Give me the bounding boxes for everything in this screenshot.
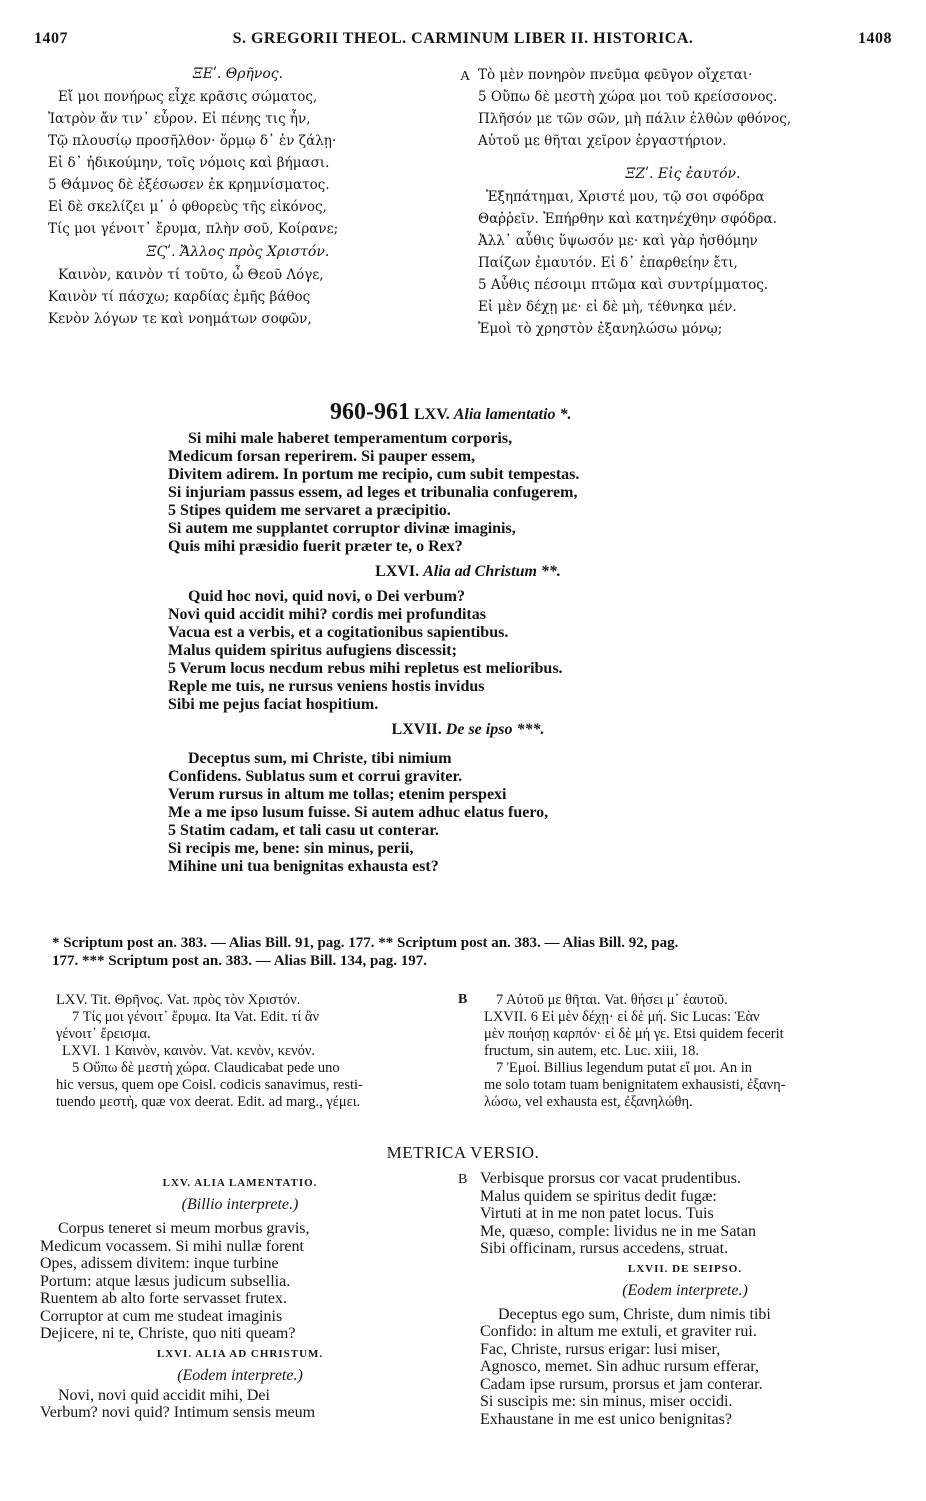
footnote-line: 177. *** Scriptum post an. 383. — Alias Bill. 134, pag. 197. [52, 953, 428, 969]
latin-line: Si autem me supplantet corruptor divinæ imaginis, [168, 520, 516, 537]
latin-line: Confidens. Sublatus sum et corrui graviter. [168, 768, 463, 785]
latin-line: Si mihi male haberet temperamentum corporis, [188, 430, 513, 447]
right-column-number: 1408 [858, 30, 892, 47]
heading-number: LXV. [414, 406, 450, 423]
greek-verse: 5 Θάμνος δὲ ἐξέσωσεν ἐκ κρημνίσματος. [48, 177, 330, 193]
greek-verse: Τὸ μὲν πονηρὸν πνεῦμα φεῦγον οἴχεται· [478, 67, 753, 83]
metrica-right-column [480, 1170, 890, 1428]
metrica-verse: Opes, adissem divitem: inque turbine [40, 1255, 279, 1272]
metrica-heading-65: LXV. ALIA LAMENTATIO. [162, 1177, 318, 1189]
greek-verse: Αὐτοῦ με θῆται χεῖρον ἐργαστήριον. [478, 133, 727, 149]
note-line: 5 Οὔπω δὲ μεστὴ χώρα. Claudicabat pede uno [72, 1060, 340, 1076]
latin-line: Si recipis me, bene: sin minus, perii, [168, 840, 414, 857]
metrica-verse: Fac, Christe, rursus erigar: lusi miser, [480, 1340, 721, 1358]
latin-line: Reple me tuis, ne rursus veniens hostis invidus [168, 678, 485, 695]
poem-65-greek-title: ΞΕʹ. Θρῆνος. [192, 66, 284, 82]
running-title: S. GREGORII THEOL. CARMINUM LIBER II. HISTORICA. [232, 30, 694, 47]
greek-verse: 5 Οὔπω δὲ μεστὴ χώρα μοι τοῦ κρείσσονος. [478, 89, 778, 105]
heading-title: De se ipso ***. [445, 721, 545, 738]
latin-heading-65 [168, 400, 768, 430]
latin-line: Divitem adirem. In portum me recipio, cum subit tempestas. [168, 466, 580, 483]
metrica-verse: Si suscipis me: sin minus, miser occidi. [480, 1393, 733, 1410]
greek-verse: Πλῆσόν με τῶν σῶν, μὴ πάλιν ἐλθὼν φθόνος, [478, 111, 792, 127]
latin-line: Deceptus sum, mi Christe, tibi nimium [188, 750, 452, 767]
note-line: LXVII. 6 Εἰ μὲν δέχῃ· εἰ δὲ μή. Sic Lucas: Ἐὰν [484, 1009, 760, 1025]
note-line: tuendo μεστὴ, quæ vox deerat. Edit. ad marg., γέμει. [56, 1094, 361, 1110]
greek-verse: Τίς μοι γένοιτ᾽ ἔρυμα, πλὴν σοῦ, Κοίρανε; [48, 221, 339, 237]
greek-verse: Κενὸν λόγων τε καὶ νοημάτων σοφῶν, [48, 311, 312, 327]
latin-line: Si injuriam passus essem, ad leges et tribunalia confugerem, [168, 484, 578, 501]
metrica-verse: Verbum? novi quid? Intimum sensis meum [40, 1404, 316, 1421]
running-header [34, 30, 892, 52]
latin-line: Me a me ipso lusum fuisse. Si autem adhuc elatus fuero, [168, 804, 549, 821]
metrica-verse: Cadam ipse rursum, prorsus et jam conterar. [480, 1375, 763, 1393]
greek-verse: Ἐξηπάτημαι, Χριστέ μου, τῷ σοι σφόδρα [486, 189, 765, 205]
note-line: γένοιτ᾽ ἔρεισμα. [56, 1026, 151, 1042]
greek-verse: Εἰ δὲ σκελίζει μ᾽ ὁ φθορεὺς τῆς εἰκόνος, [48, 199, 327, 215]
latin-heading-67 [168, 718, 768, 742]
metrica-verse: Sibi officinam, rursus accedens, struat. [480, 1240, 729, 1257]
note-line: λώσω, vel exhausta est, ἐξανηλώθη. [484, 1094, 693, 1110]
note-line: me solo totam tuam benignitatem exhausisti, ἐξανη- [484, 1077, 786, 1093]
column-numbers: 960-961 [330, 399, 410, 425]
note-line: 7 Τίς μοι γένοιτ᾽ ἔρυμα. Ita Vat. Edit. τί ἂν [72, 1009, 320, 1025]
metrica-heading-67: LXVII. DE SEIPSO. [627, 1262, 743, 1275]
metrica-verse: Exhaustane in me est unico benignitas? [480, 1410, 732, 1428]
note-line: LXVI. 1 Καινὸν, καινὸν. Vat. κενὸν, κενόν. [62, 1043, 316, 1059]
metrica-verse: Dejicere, ni te, Christe, quo niti queam? [40, 1325, 296, 1342]
latin-line: 5 Stipes quidem me servaret a præcipitio. [168, 502, 451, 519]
latin-line: Vacua est a verbis, et a cogitationibus sapientibus. [168, 624, 509, 641]
poem-66-greek-title: ΞϚʹ. Ἄλλος πρὸς Χριστόν. [146, 244, 330, 260]
greek-verse: Ἀλλ᾽ αὖθις ὕψωσόν με· καὶ γὰρ ἠσθόμην [478, 233, 758, 249]
latin-line: Mihine uni tua benignitas exhausta est? [168, 858, 439, 875]
interpreter-note: (Billio interprete.) [181, 1196, 299, 1213]
greek-verse: 5 Αὖθις πέσοιμι πτῶμα καὶ συντρίμματος. [478, 277, 769, 293]
interpreter-note: (Eodem interprete.) [177, 1366, 303, 1384]
margin-letter-a: A [460, 69, 471, 84]
heading-number: LXVII. [391, 721, 442, 738]
greek-verse: Καινὸν τί πάσχω; καρδίας ἐμῆς βάθος [48, 289, 311, 305]
greek-verse: Θαῤῥεῖν. Ἐπήρθην καὶ κατηνέχθην σφόδρα. [478, 211, 777, 227]
metrica-verse: Me, quæso, comple: lividus ne in me Satan [480, 1222, 756, 1240]
metrica-heading-66: LXVI. ALIA AD CHRISTUM. [156, 1347, 324, 1360]
latin-line: 5 Verum locus necdum rebus mihi repletus est melioribus. [168, 660, 563, 677]
latin-line: Malus quidem spiritus aufugiens discessit; [168, 642, 457, 659]
latin-heading-66 [168, 560, 768, 584]
metrica-verse: Deceptus ego sum, Christe, dum nimis tibi [498, 1305, 771, 1323]
note-line: fructum, sin autem, etc. Luc. xiii, 18. [484, 1043, 700, 1059]
metrica-verse: Corruptor at cum me studeat imaginis [40, 1307, 283, 1325]
note-line: hic versus, quem ope Coisl. codicis sanavimus, resti- [56, 1077, 363, 1093]
heading-title: Alia lamentatio *. [453, 406, 572, 423]
interpreter-note: (Eodem interprete.) [622, 1281, 748, 1299]
metrica-verse: Agnosco, memet. Sin adhuc rursum efferar, [480, 1358, 759, 1375]
greek-verse: Ἰατρὸν ἄν τιν᾽ εὗρον. Εἰ πένης τις ἦν, [48, 111, 311, 127]
footnotes [52, 934, 892, 970]
metrica-verse: Novi, novi quid accidit mihi, Dei [58, 1386, 270, 1404]
notes-left [56, 992, 456, 1111]
greek-verse: Παίζων ἐμαυτόν. Εἰ δ᾽ ἐπαρθείην ἔτι, [478, 255, 738, 271]
latin-line: Quid hoc novi, quid novi, o Dei verbum? [188, 588, 465, 605]
greek-verse: Εἰ δ᾽ ἠδικούμην, τοῖς νόμοις καὶ βήμασι. [48, 155, 330, 171]
metrica-verse: Portum: atque læsus judicum subsellia. [40, 1272, 291, 1290]
note-line: 7 Ἐμοί. Billius legendum putat εἴ μοι. An in [496, 1060, 753, 1076]
note-line: 7 Αὐτοῦ με θῆται. Vat. θήσει μ᾽ ἑαυτοῦ. [496, 992, 728, 1008]
greek-verse: Εἴ μοι πονήρως εἶχε κρᾶσις σώματος, [58, 89, 318, 105]
metrica-verse: Virtuti at in me non patet locus. Tuis [480, 1205, 714, 1222]
metrica-versio-title: METRICA VERSIO. [386, 1143, 540, 1162]
heading-title: Alia ad Christum **. [423, 563, 561, 580]
latin-line: Sibi me pejus faciat hospitium. [168, 696, 379, 713]
note-line: μὲν ποιήσῃ καρπόν· εἰ δὲ μή γε. Etsi quidem fecerit [484, 1026, 784, 1042]
latin-line: Novi quid accidit mihi? cordis mei profunditas [168, 606, 486, 623]
greek-verse: Τῷ πλουσίῳ προσῆλθον· ὅρμῳ δ᾽ ἐν ζάλῃ· [48, 133, 337, 149]
greek-verse: Εἰ μὲν δέχῃ με· εἰ δὲ μὴ, τέθνηκα μέν. [478, 299, 737, 315]
metrica-verse: Medicum vocassem. Si mihi nullæ forent [40, 1237, 304, 1255]
latin-translation [168, 400, 768, 876]
metrica-verse: Corpus teneret si meum morbus gravis, [58, 1220, 310, 1237]
latin-line: Verum rursus in altum me tollas; etenim perspexi [168, 786, 507, 803]
metrica-left-column [40, 1172, 440, 1422]
latin-line: Quis mihi præsidio fuerit præter te, o Rex? [168, 538, 463, 555]
footnote-line: * Scriptum post an. 383. — Alias Bill. 91, pag. 177. ** Scriptum post an. 383. — Alias Bill. 92, pag. [52, 935, 679, 951]
greek-verse: Καινὸν, καινὸν τί τοῦτο, ὦ Θεοῦ Λόγε, [58, 267, 324, 283]
poem-67-greek-title: ΞΖʹ. Εἰς ἑαυτόν. [625, 166, 741, 182]
margin-letter-b: B [458, 1172, 468, 1187]
notes-right [484, 992, 894, 1111]
metrica-verse: Malus quidem se spiritus dedit fugæ: [480, 1187, 717, 1205]
latin-line: Medicum forsan reperirem. Si pauper essem, [168, 448, 476, 465]
greek-right-column [478, 64, 888, 340]
margin-letter-b: B [458, 992, 468, 1007]
metrica-verse: Verbisque prorsus cor vacat prudentibus. [480, 1170, 741, 1187]
left-column-number: 1407 [34, 30, 68, 47]
greek-verse: Ἐμοὶ τὸ χρηστὸν ἐξανηλώσω μόνῳ; [478, 321, 723, 337]
note-line: LXV. Tit. Θρῆνος. Vat. πρὸς τὸν Χριστόν. [56, 992, 301, 1008]
heading-number: LXVI. [375, 563, 420, 580]
latin-line: 5 Statim cadam, et tali casu ut conterar. [168, 822, 439, 839]
metrica-verse: Ruentem ab alto forte servasset frutex. [40, 1290, 288, 1307]
greek-left-column [48, 62, 428, 330]
metrica-verse: Confido: in altum me extuli, et graviter rui. [480, 1323, 757, 1340]
